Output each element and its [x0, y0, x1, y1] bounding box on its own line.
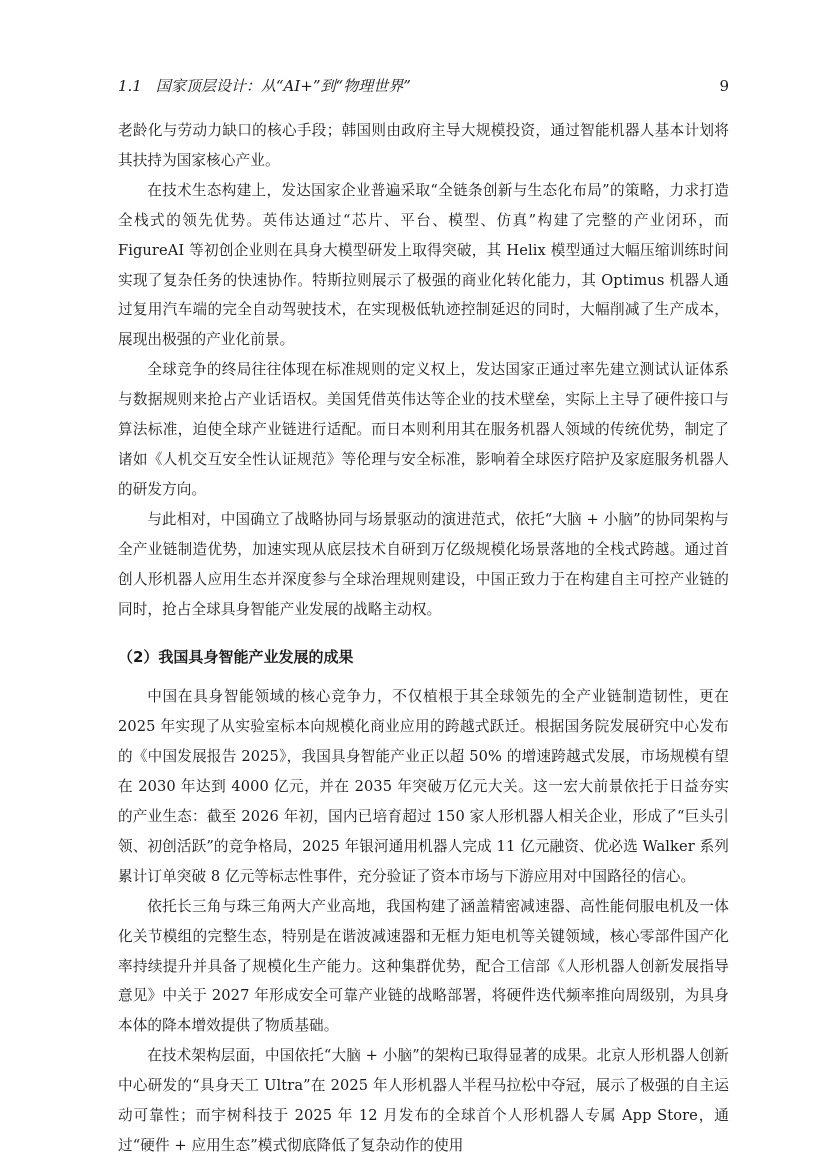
paragraph: 全球竞争的终局往往体现在标准规则的定义权上，发达国家正通过率先建立测试认证体系与数据规则来抢占产业话语权。美国凭借英伟达等企业的技术壁垒，实际上主导了硬件接口与算法标准，迫使全球产业链进行适配。而日本则利用其在服务机器人领域的传统优势，制定了诸如《人机交互安全性认证规范》等伦理与安全标准，影响着全球医疗陪护及家庭服务机器人的研发方向。	[118, 361, 729, 498]
paragraph: 与此相对，中国确立了战略协同与场景驱动的演进范式，依托“大脑 + 小脑”的协同架构与全产业链制造优势，加速实现从底层技术自研到万亿级规模化场景落地的全栈式跨越。通过首创人形机器人应用生态并深度参与全球治理规则建设，中国正致力于在构建自主可控产业链的同时，抢占全球具身智能产业发展的战略主动权。	[118, 510, 729, 618]
section-title: 国家顶层设计：从“AI+”到“物理世界”	[155, 77, 411, 95]
paragraph-continued: 老龄化与劳动力缺口的核心手段；韩国则由政府主导大规模投资，通过智能机器人基本计划将其扶持为国家核心产业。	[118, 122, 729, 169]
header-section	[118, 74, 411, 98]
page-number: 9	[719, 77, 729, 95]
subsection-heading: （2）我国具身智能产业发展的成果	[118, 648, 354, 667]
paragraph: 依托长三角与珠三角两大产业高地，我国构建了涵盖精密减速器、高性能伺服电机及一体化关节模组的完整生态，特别是在谐波减速器和无框力矩电机等关键领域，核心零部件国产化率持续提升并具备了规模化生产能力。这种集群优势，配合工信部《人形机器人创新发展指导意见》中关于 2027 年形成安全可靠产业链的战略部署，将硬件迭代频率推向周级别，为具身本体的降本增效提供了物质基础。	[118, 897, 729, 1035]
paragraph: 中国在具身智能领域的核心竞争力，不仅植根于其全球领先的全产业链制造韧性，更在 2025 年实现了从实验室标本向规模化商业应用的跨越式跃迁。根据国务院发展研究中心发布的《中国发展报告 2025》，我国具身智能产业正以超 50% 的增速跨越式发展，市场规模有望在 2030 年达到 4000 亿元，并在 2035 年突破万亿元大关。这一宏大前景依托于日益夯实的产业生态：截至 2026 年初，国内已培育超过 150 家人形机器人相关企业，形成了“巨头引领、初创活跃”的竞争格局，2025 年银河通用机器人完成 11 亿元融资、优必选 Walker 系列累计订单突破 8 亿元等标志性事件，充分验证了资本市场与下游应用对中国路径的信心。	[118, 688, 729, 885]
running-header	[118, 74, 729, 98]
section-number: 1.1	[118, 77, 142, 95]
body-text	[118, 116, 729, 1161]
paragraph: 在技术架构层面，中国依托“大脑 + 小脑”的架构已取得显著的成果。北京人形机器人创新中心研发的“具身天工 Ultra”在 2025 年人形机器人半程马拉松中夺冠，展示了极强的自主运动可靠性；而宇树科技于 2025 年 12 月发布的全球首个人形机器人专属 App Store，通过“硬件 + 应用生态”模式彻底降低了复杂动作的使用	[118, 1047, 729, 1154]
paragraph: 在技术生态构建上，发达国家企业普遍采取“全链条创新与生态化布局”的策略，力求打造全栈式的领先优势。英伟达通过“芯片、平台、模型、仿真”构建了完整的产业闭环，而 FigureAI 等初创企业则在具身大模型研发上取得突破，其 Helix 模型通过大幅压缩训练时间实现了复杂任务的快速协作。特斯拉则展示了极强的商业化转化能力，其 Optimus 机器人通过复用汽车端的完全自动驾驶技术，在实现极低轨迹控制延迟的同时，大幅削减了生产成本，展现出极强的产业化前景。	[118, 181, 729, 349]
